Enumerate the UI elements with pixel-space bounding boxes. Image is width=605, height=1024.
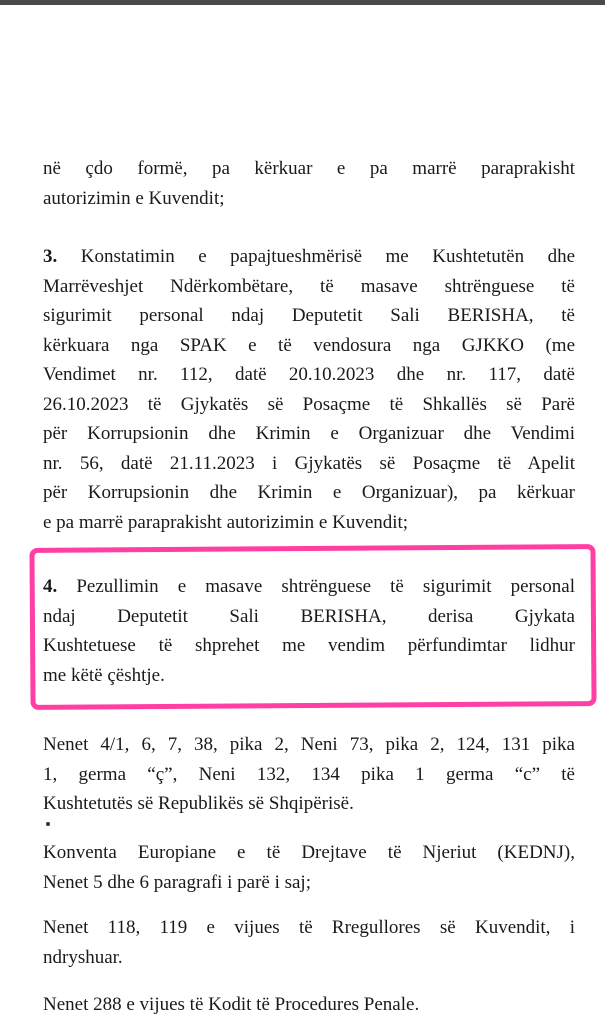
paragraph-3 (43, 242, 575, 537)
text-fragment: Konstatimin e papajtueshmërisë me Kushtetutën dhe (57, 246, 575, 267)
text-line: kërkuara nga SPAK e të vendosura nga GJKKO (me (43, 334, 575, 356)
text-line: 1, germa “ç”, Neni 132, 134 pika 1 germa “c” të (43, 763, 575, 785)
paragraph-number: 4. (43, 576, 58, 597)
text-line: ndaj Deputetit Sali BERISHA, derisa Gjykata (43, 605, 575, 627)
text-line: Vendimet nr. 112, datë 20.10.2023 dhe nr. 117, datë (43, 364, 575, 385)
text-line: për Korrupsionin dhe Krimin e Organizuar), pa kërkuar (43, 482, 575, 503)
paragraph-legal-basis-constitution (43, 730, 575, 819)
text-fragment: Pezullimin e masave shtrënguese të sigurimit personal (57, 576, 575, 597)
paragraph-continuation (43, 154, 575, 213)
text-line: sigurimit personal ndaj Deputetit Sali BERISHA, të (43, 305, 575, 326)
text-line: 26.10.2023 të Gjykatës së Posaçme të Shkallës së Parë (43, 393, 575, 415)
text-line: Kushtetutës së Republikës së Shqipërisë. (43, 793, 354, 814)
text-line (43, 242, 575, 272)
text-line: për Korrupsionin dhe Krimin e Organizuar dhe Vendimi (43, 423, 575, 444)
text-line: e pa marrë paraprakisht autorizimin e Kuvendit; (43, 511, 409, 533)
paragraph-4 (43, 572, 575, 690)
text-line: me këtë çështje. (43, 664, 165, 686)
text-line: Nenet 288 e vijues të Kodit të Procedures Penale. (43, 994, 420, 1015)
text-line: Nenet 118, 119 e vijues të Rregullores së Kuvendit, i (43, 917, 575, 938)
stray-dot (46, 822, 50, 826)
paragraph-legal-basis-convention (43, 838, 575, 897)
text-line: Nenet 4/1, 6, 7, 38, pika 2, Neni 73, pika 2, 124, 131 pika (43, 734, 575, 755)
paragraph-legal-basis-regulation (43, 913, 575, 972)
text-line: në çdo formë, pa kërkuar e pa marrë paraprakisht (43, 158, 575, 179)
text-line (43, 572, 575, 602)
text-line: Nenet 5 dhe 6 paragrafi i parë i saj; (43, 871, 311, 893)
paragraph-number: 3. (43, 246, 58, 267)
text-line: autorizimin e Kuvendit; (43, 187, 225, 209)
paragraph-legal-basis-criminal-code (43, 990, 575, 1020)
text-line: nr. 56, datë 21.11.2023 i Gjykatës së Posaçme të Apelit (43, 452, 575, 474)
text-line: Konventa Europiane e të Drejtave të Njeriut (KEDNJ), (43, 842, 575, 863)
text-line: ndryshuar. (43, 946, 123, 968)
text-line: Kushtetuese të shprehet me vendim përfundimtar lidhur (43, 635, 575, 656)
text-line: Marrëveshjet Ndërkombëtare, të masave shtrënguese të (43, 275, 575, 297)
